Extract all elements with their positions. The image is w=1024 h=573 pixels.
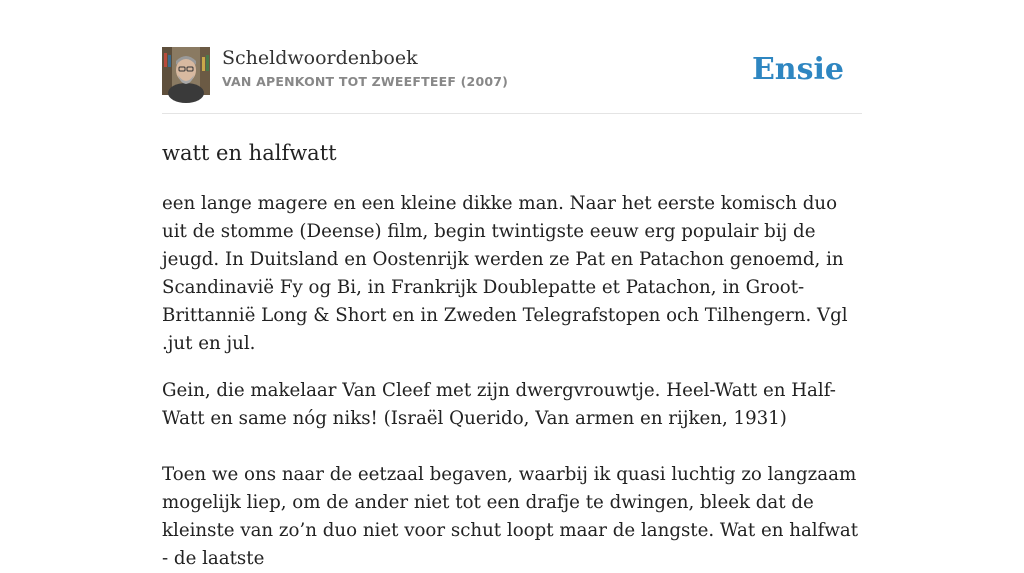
entry-headword: watt en halfwatt [162,141,337,165]
entry-definition: een lange magere en een kleine dikke man. Naar het eerste komisch duo uit de stomme (Deense) film, begin twintigste eeuw erg populair bij de jeugd. In Duitsland en Oostenrijk werden ze Pat en Patachon genoemd, in Scandinavië Fy og Bi, in Frankrijk Doublepatte et Patachon, in Groot-Brittannië Long & Short en in Zweden Telegrafstopen och Tilhengern. Vgl .jut en jul. [162,193,848,354]
entry-header [162,46,862,96]
source-title[interactable]: VAN APENKONT TOT ZWEEFTEEF (2007) [222,74,509,89]
entry-citation: Gein, die makelaar Van Cleef met zijn dwergvrouwtje. Heel-Watt en Half-Watt en same nóg niks! (Israël Querido, Van armen en rijken, 1931) [162,380,836,429]
avatar-portrait-image [162,47,210,95]
entry-example: Toen we ons naar de eetzaal begaven, waarbij ik quasi luchtig zo langzaam mogelijk liep, om de ander niet tot een drafje te dwingen, bleek dat de kleinste van zo’n duo niet voor schut loopt maar de langste. Wat en halfwat - de laatste [162,464,859,569]
header-divider [162,113,862,114]
entry-content [162,138,864,573]
ensie-logo[interactable]: Ensie [751,52,844,87]
author-avatar[interactable] [162,47,210,95]
author-name[interactable]: Scheldwoordenboek [222,47,418,69]
